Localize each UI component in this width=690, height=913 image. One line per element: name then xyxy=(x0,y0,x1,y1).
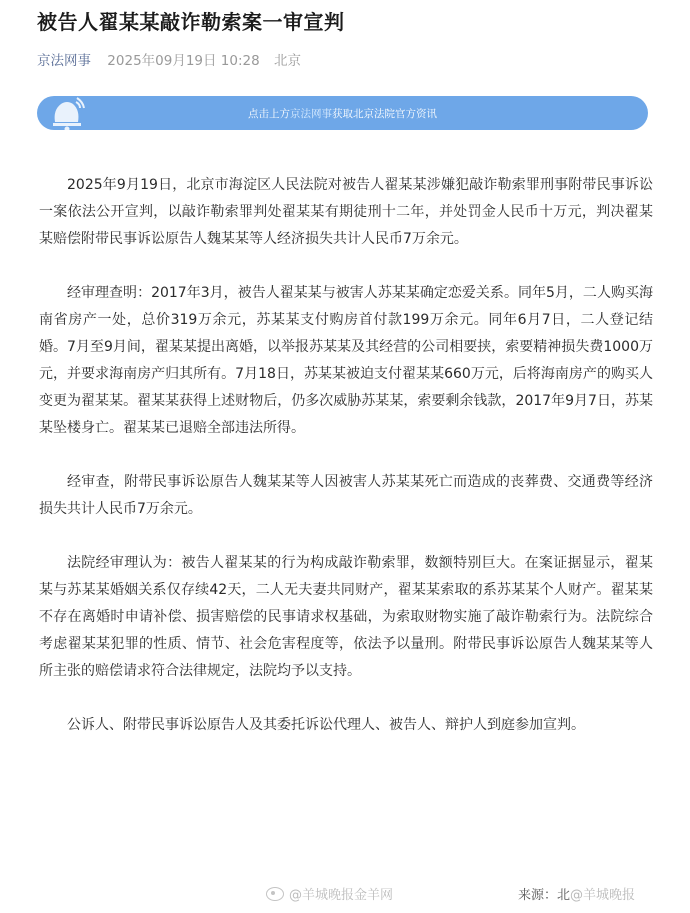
paragraph-3: 经审查，附带民事诉讼原告人魏某某等人因被害人苏某某死亡而造成的丧葬费、交通费等经济损失共计人民币7万余元。 xyxy=(39,474,653,517)
bell-icon xyxy=(47,92,87,132)
publish-location: 北京 xyxy=(274,53,302,69)
source-label: 来源： xyxy=(518,888,558,903)
source-partial: 北 xyxy=(557,888,571,903)
article-title: 被告人翟某某敲诈勒索案一审宣判 xyxy=(37,10,345,34)
paragraph-1: 2025年9月19日，北京市海淀区人民法院对被告人翟某某涉嫌犯敲诈勒索罪刑事附带民事诉讼一案依法公开宣判，以敲诈勒索罪判处翟某某有期徒刑十二年，并处罚金人民币十万元，判决翟某某赔偿附带民事诉讼原告人魏某某等人经济损失共计人民币7万余元。 xyxy=(39,177,653,247)
banner-text: 点击上方京法网事获取北京法院官方资讯 xyxy=(248,107,437,120)
source-watermark: @羊城晚报 xyxy=(570,888,636,903)
paragraph-4: 法院经审理认为：被告人翟某某的行为构成敲诈勒索罪，数额特别巨大。在案证据显示，翟某某与苏某某婚姻关系仅存续42天，二人无夫妻共同财产，翟某某索取的系苏某某个人财产。翟某某不存在离婚时申请补偿、损害赔偿的民事请求权基础，为索取财物实施了敲诈勒索行为。法院综合考虑翟某某犯罪的性质、情节、社会危害程度等，依法予以量刑。附带民事诉讼原告人魏某某等人所主张的赔偿请求符合法律规定，法院均予以支持。 xyxy=(39,555,653,679)
article-body xyxy=(39,172,653,766)
banner-account-name: 京法网事 xyxy=(290,107,332,120)
article-meta xyxy=(37,49,301,69)
paragraph-5: 公诉人、附带民事诉讼原告人及其委托诉讼代理人、被告人、辩护人到庭参加宣判。 xyxy=(67,717,585,733)
footer xyxy=(0,880,690,910)
source-credit xyxy=(518,884,635,903)
watermark-text: @羊城晚报金羊网 xyxy=(289,888,394,903)
publish-date: 2025年09月19日 10:28 xyxy=(107,53,260,69)
account-name-link[interactable]: 京法网事 xyxy=(37,53,91,69)
weibo-icon xyxy=(266,887,284,901)
follow-banner[interactable] xyxy=(37,96,648,130)
watermark xyxy=(266,884,393,903)
paragraph-2: 经审理查明：2017年3月，被告人翟某某与被害人苏某某确定恋爱关系。同年5月，二人购买海南省房产一处，总价319万余元，苏某某支付购房首付款199万余元。同年6月7日，二人登记结婚。7月至9月间，翟某某提出离婚，以举报苏某某及其经营的公司相要挟，索要精神损失费1000万元，并要求海南房产归其所有。7月18日，苏某某被迫支付翟某某660万元，后将海南房产的购买人变更为翟某某。翟某某获得上述财物后，仍多次威胁苏某某，索要剩余钱款，2017年9月7日，苏某某坠楼身亡。翟某某已退赔全部违法所得。 xyxy=(39,285,653,436)
